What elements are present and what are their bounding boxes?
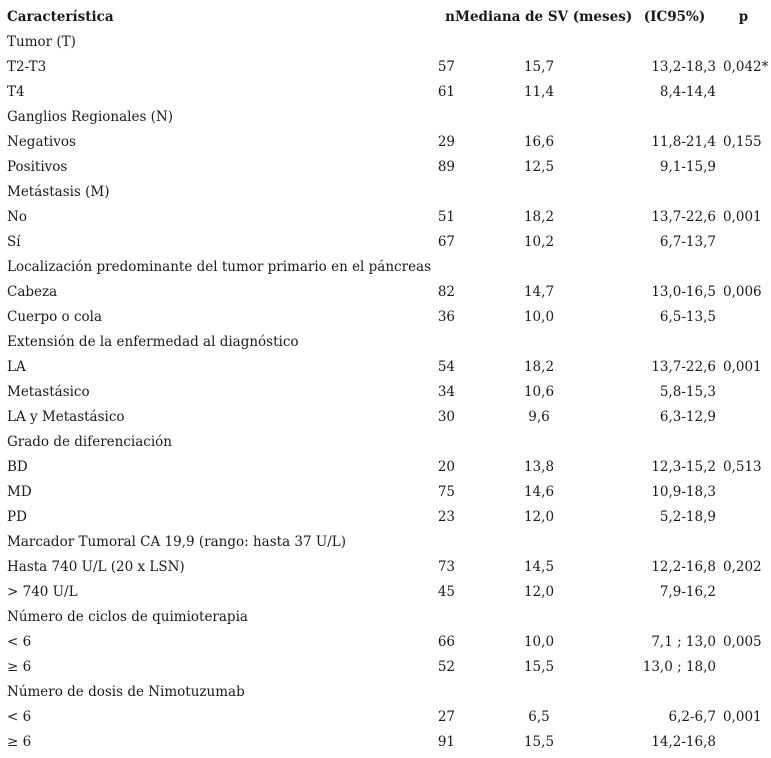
cell-label: ≥ 6 — [7, 659, 32, 675]
cell-ci — [623, 180, 716, 205]
cell-ci: 7,1 ; 13,0 — [651, 634, 716, 650]
cell-label: LA y Metastásico — [7, 409, 125, 425]
cell-ci: 13,7-22,6 — [651, 209, 716, 225]
cell-label: Sí — [7, 234, 21, 250]
cell-n: 45 — [437, 584, 455, 600]
cell-ci — [623, 330, 716, 355]
cell-median: 12,0 — [523, 584, 555, 600]
cell-label: T4 — [7, 84, 25, 100]
table-row — [0, 655, 771, 680]
cell-ci: 13,7-22,6 — [651, 359, 716, 375]
cell-label: Número de ciclos de quimioterapia — [7, 609, 248, 625]
header-caracteristica: Característica — [7, 9, 114, 25]
cell-p — [716, 680, 771, 705]
cell-n: 23 — [437, 509, 455, 525]
cell-label: Negativos — [7, 134, 76, 150]
table-row — [0, 280, 771, 305]
cell-n: 36 — [437, 309, 455, 325]
cell-p: 0,513 — [723, 459, 762, 475]
table-row — [0, 80, 771, 105]
cell-n: 20 — [437, 459, 455, 475]
cell-p: 0,001 — [723, 709, 762, 725]
cell-p — [716, 230, 771, 255]
group-header-row — [0, 530, 771, 555]
group-header-row — [0, 30, 771, 55]
cell-n: 67 — [437, 234, 455, 250]
header-p: p — [738, 9, 749, 25]
cell-median: 18,2 — [523, 209, 555, 225]
cell-median: 18,2 — [523, 359, 555, 375]
cell-ci: 11,8-21,4 — [651, 134, 716, 150]
table-row — [0, 630, 771, 655]
cell-ci: 6,2-6,7 — [668, 709, 716, 725]
cell-p — [716, 605, 771, 630]
cell-ci: 7,9-16,2 — [659, 584, 716, 600]
table-body — [0, 30, 771, 755]
table-row — [0, 730, 771, 755]
group-header-row — [0, 330, 771, 355]
cell-label: Positivos — [7, 159, 68, 175]
cell-median: 14,7 — [523, 284, 555, 300]
cell-p — [716, 330, 771, 355]
cell-median: 10,2 — [523, 234, 555, 250]
cell-label: MD — [7, 484, 32, 500]
cell-label: < 6 — [7, 634, 32, 650]
group-header-row — [0, 430, 771, 455]
cell-n: 30 — [437, 409, 455, 425]
cell-p: 0,001 — [723, 209, 762, 225]
cell-label: Extensión de la enfermedad al diagnóstico — [7, 334, 299, 350]
cell-median: 9,6 — [528, 409, 550, 425]
table-row — [0, 580, 771, 605]
cell-p — [716, 505, 771, 530]
table-row — [0, 130, 771, 155]
cell-label: Grado de diferenciación — [7, 434, 172, 450]
cell-n — [431, 105, 455, 130]
table-row — [0, 455, 771, 480]
cell-label: Metástasis (M) — [7, 184, 110, 200]
cell-p: 0,042* — [723, 59, 769, 75]
cell-p — [716, 430, 771, 455]
cell-n: 91 — [437, 734, 455, 750]
cell-ci: 5,2-18,9 — [659, 509, 716, 525]
cell-label: PD — [7, 509, 27, 525]
cell-median — [455, 30, 623, 55]
cell-median: 14,6 — [523, 484, 555, 500]
cell-n: 29 — [437, 134, 455, 150]
cell-label: Cabeza — [7, 284, 58, 300]
cell-label: Metastásico — [7, 384, 90, 400]
group-header-row — [0, 105, 771, 130]
cell-p — [716, 580, 771, 605]
cell-label: Hasta 740 U/L (20 x LSN) — [7, 559, 185, 575]
cell-ci — [623, 680, 716, 705]
cell-median: 16,6 — [523, 134, 555, 150]
cell-p — [716, 405, 771, 430]
cell-ci — [623, 530, 716, 555]
header-median: Mediana de SV (meses) — [455, 9, 633, 25]
cell-label: > 740 U/L — [7, 584, 78, 600]
group-header-row — [0, 605, 771, 630]
cell-ci: 12,2-16,8 — [651, 559, 716, 575]
cell-median: 6,5 — [528, 709, 550, 725]
cell-median — [455, 180, 623, 205]
cell-ci — [623, 430, 716, 455]
cell-n: 52 — [437, 659, 455, 675]
cell-median: 15,7 — [523, 59, 555, 75]
cell-label: No — [7, 209, 27, 225]
table-row — [0, 55, 771, 80]
table-row — [0, 305, 771, 330]
cell-p: 0,001 — [723, 359, 762, 375]
cell-p — [716, 480, 771, 505]
cell-ci: 13,2-18,3 — [651, 59, 716, 75]
cell-label: Tumor (T) — [7, 34, 76, 50]
cell-p — [716, 655, 771, 680]
cell-p: 0,202 — [723, 559, 762, 575]
cell-n: 57 — [437, 59, 455, 75]
cell-n: 34 — [437, 384, 455, 400]
cell-median: 15,5 — [523, 734, 555, 750]
table-row — [0, 705, 771, 730]
cell-median — [455, 105, 623, 130]
cell-p — [716, 80, 771, 105]
table-row — [0, 555, 771, 580]
cell-median: 10,0 — [523, 634, 555, 650]
cell-n — [431, 605, 455, 630]
cell-p — [716, 180, 771, 205]
cell-n: 75 — [437, 484, 455, 500]
table-row — [0, 155, 771, 180]
survival-table — [0, 5, 771, 755]
cell-median — [455, 255, 623, 280]
cell-median — [455, 430, 623, 455]
table-row — [0, 380, 771, 405]
cell-median: 14,5 — [523, 559, 555, 575]
cell-ci: 9,1-15,9 — [659, 159, 716, 175]
cell-p — [716, 255, 771, 280]
cell-p: 0,006 — [723, 284, 762, 300]
cell-p — [716, 530, 771, 555]
cell-median: 10,0 — [523, 309, 555, 325]
table-row — [0, 405, 771, 430]
header-ci: (IC95%) — [643, 9, 706, 25]
cell-n: 66 — [437, 634, 455, 650]
cell-n: 89 — [437, 159, 455, 175]
cell-n: 51 — [437, 209, 455, 225]
cell-n: 54 — [437, 359, 455, 375]
cell-n — [431, 180, 455, 205]
cell-ci: 6,3-12,9 — [659, 409, 716, 425]
cell-n: 73 — [437, 559, 455, 575]
group-header-row — [0, 680, 771, 705]
cell-ci: 8,4-14,4 — [659, 84, 716, 100]
cell-median: 11,4 — [523, 84, 555, 100]
cell-p — [716, 30, 771, 55]
cell-ci — [623, 105, 716, 130]
cell-label: < 6 — [7, 709, 32, 725]
cell-median — [455, 330, 623, 355]
group-header-row — [0, 180, 771, 205]
cell-n — [431, 330, 455, 355]
cell-n: 27 — [437, 709, 455, 725]
table-row — [0, 355, 771, 380]
cell-ci: 13,0 ; 18,0 — [642, 659, 716, 675]
cell-ci — [623, 30, 716, 55]
header-n: n — [445, 9, 455, 25]
cell-label: Cuerpo o cola — [7, 309, 103, 325]
table-row — [0, 505, 771, 530]
cell-ci: 6,7-13,7 — [659, 234, 716, 250]
cell-median: 13,8 — [523, 459, 555, 475]
cell-median — [455, 680, 623, 705]
cell-p — [716, 105, 771, 130]
cell-n: 61 — [437, 84, 455, 100]
table-row — [0, 230, 771, 255]
cell-p: 0,155 — [723, 134, 762, 150]
cell-label: Ganglios Regionales (N) — [7, 109, 174, 125]
cell-ci: 14,2-16,8 — [651, 734, 716, 750]
cell-median — [455, 530, 623, 555]
header-row — [0, 5, 771, 30]
cell-n — [431, 30, 455, 55]
cell-ci: 12,3-15,2 — [651, 459, 716, 475]
cell-label: T2-T3 — [7, 59, 47, 75]
cell-label: Localización predominante del tumor primario en el páncreas — [7, 259, 432, 275]
cell-median: 10,6 — [523, 384, 555, 400]
cell-ci — [623, 605, 716, 630]
table-row — [0, 480, 771, 505]
cell-label: Número de dosis de Nimotuzumab — [7, 684, 245, 700]
cell-median: 12,5 — [523, 159, 555, 175]
cell-n — [431, 680, 455, 705]
cell-ci: 13,0-16,5 — [651, 284, 716, 300]
cell-label: LA — [7, 359, 26, 375]
cell-p — [716, 155, 771, 180]
cell-median: 15,5 — [523, 659, 555, 675]
cell-ci: 10,9-18,3 — [651, 484, 716, 500]
cell-p — [716, 380, 771, 405]
cell-label: ≥ 6 — [7, 734, 32, 750]
cell-p — [716, 305, 771, 330]
table-row — [0, 205, 771, 230]
cell-label: Marcador Tumoral CA 19,9 (rango: hasta 37 U/L) — [7, 534, 347, 550]
cell-n — [431, 530, 455, 555]
cell-n: 82 — [437, 284, 455, 300]
cell-p — [716, 730, 771, 755]
group-header-row — [0, 255, 771, 280]
cell-p: 0,005 — [723, 634, 762, 650]
cell-ci — [623, 255, 716, 280]
cell-ci: 6,5-13,5 — [659, 309, 716, 325]
cell-median — [455, 605, 623, 630]
cell-n — [431, 430, 455, 455]
cell-n — [431, 255, 455, 280]
cell-ci: 5,8-15,3 — [659, 384, 716, 400]
cell-median: 12,0 — [523, 509, 555, 525]
cell-label: BD — [7, 459, 28, 475]
